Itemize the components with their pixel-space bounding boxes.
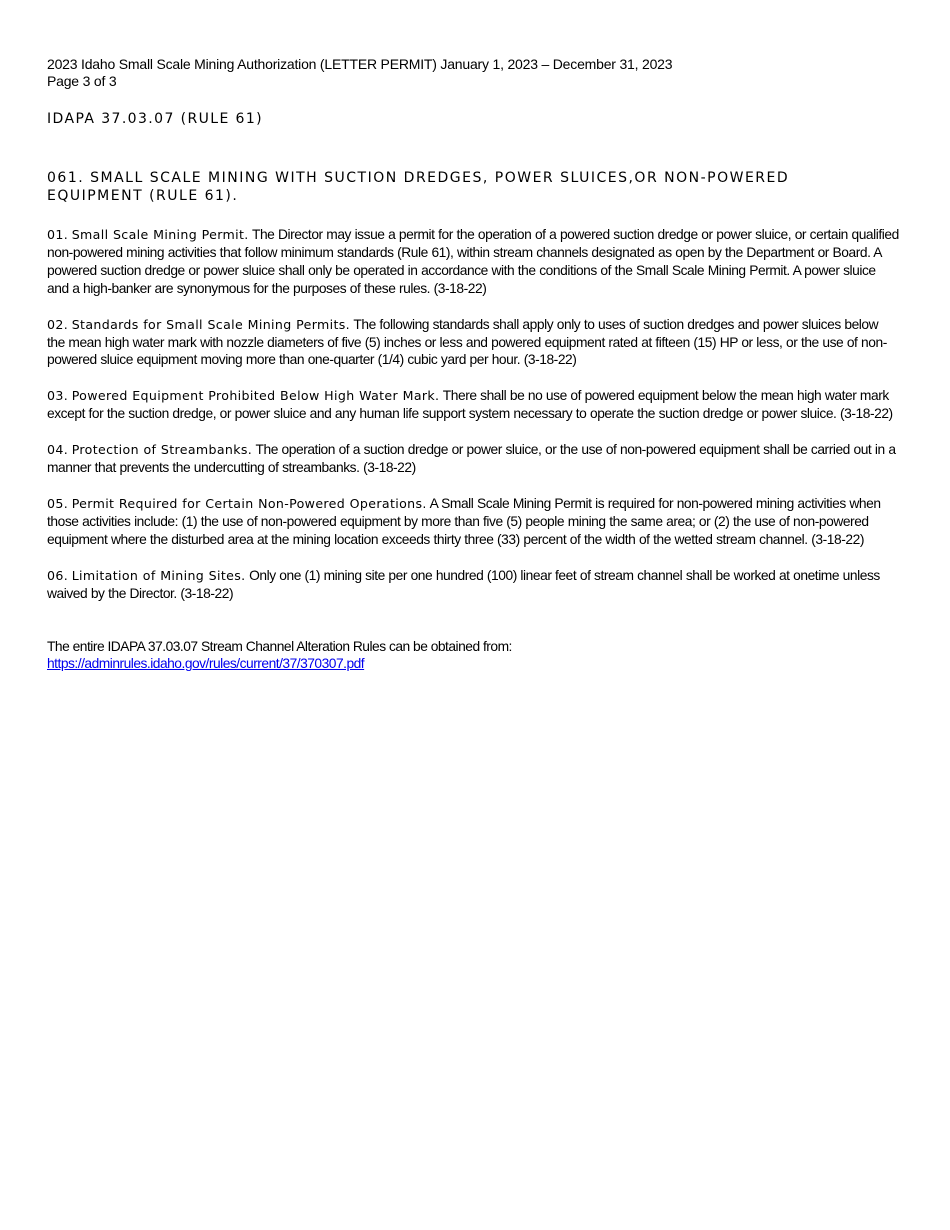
document-page <box>47 56 899 673</box>
rule-paragraph-06 <box>47 567 899 603</box>
rule-paragraph-04 <box>47 441 899 477</box>
paragraph-heading: Limitation of Mining Sites. <box>71 567 246 583</box>
paragraph-text: The Director may issue a permit for the operation of a powered suction dredge or power sluice, or certain qualified non-powered mining activities that follow minimum standards (Rule 61), within stream channels designated as open by the Department or Board. A powered suction dredge or power sluice shall only be operated in accordance with the conditions of the Small Scale Mining Permit. A power sluice and a high-banker are synonymous for the purposes of these rules. (3-18-22) <box>47 227 899 296</box>
paragraph-heading: Standards for Small Scale Mining Permits. <box>71 316 351 332</box>
section-title: 061. SMALL SCALE MINING WITH SUCTION DREDGES, POWER SLUICES,OR NON-POWERED EQUIPMENT (RULE 61). <box>47 170 790 204</box>
paragraph-number: 03. <box>47 388 69 404</box>
paragraph-heading: Small Scale Mining Permit. <box>71 227 249 242</box>
paragraph-number: 04. <box>47 442 69 458</box>
paragraph-heading: Protection of Streambanks. <box>71 442 253 458</box>
rule-reference: IDAPA 37.03.07 (RULE 61) <box>47 111 264 127</box>
page-number: Page 3 of 3 <box>47 73 117 89</box>
paragraph-text: There shall be no use of powered equipment below the mean high water mark except for the suction dredge, or power sluice and any human life support system necessary to operate the suction dredge or power sluice. (3-18-22) <box>47 388 893 422</box>
paragraph-number: 02. <box>47 316 69 332</box>
paragraph-text: A Small Scale Mining Permit is required for non-powered mining activities when those activities include: (1) the use of non-powered equipment by more than five (5) people mining the same area; or (2) the use of non-powered equipment where the disturbed area at the mining location exceeds thirty three (33) percent of the width of the wetted stream channel. (3-18-22) <box>47 495 881 547</box>
paragraph-number: 01. <box>47 227 69 242</box>
document-header-title: 2023 Idaho Small Scale Mining Authorization (LETTER PERMIT) January 1, 2023 – December 31, 2023 <box>47 56 673 72</box>
paragraph-heading: Powered Equipment Prohibited Below High Water Mark. <box>71 388 440 404</box>
paragraph-text: The operation of a suction dredge or power sluice, or the use of non-powered equipment shall be carried out in a manner that prevents the undercutting of streambanks. (3-18-22) <box>47 442 896 476</box>
paragraph-text: The following standards shall apply only to uses of suction dredges and power sluices below the mean high water mark with nozzle diameters of five (5) inches or less and powered equipment rated at fifteen (15) HP or less, or the use of non-powered sluice equipment moving more than one-quarter (1/4) cubic yard per hour. (3-18-22) <box>47 316 887 368</box>
rule-paragraph-03 <box>47 387 899 423</box>
paragraph-heading: Permit Required for Certain Non-Powered Operations. <box>71 495 427 511</box>
paragraph-number: 05. <box>47 495 69 511</box>
footer-text: The entire IDAPA 37.03.07 Stream Channel Alteration Rules can be obtained from: <box>47 638 512 654</box>
rule-paragraph-01 <box>47 226 899 298</box>
paragraph-number: 06. <box>47 567 69 583</box>
rules-link[interactable]: https://adminrules.idaho.gov/rules/current/37/370307.pdf <box>47 656 365 672</box>
paragraph-text: Only one (1) mining site per one hundred (100) linear feet of stream channel shall be worked at onetime unless waived by the Director. (3-18-22) <box>47 567 880 601</box>
footer <box>47 638 899 674</box>
rule-paragraph-02 <box>47 316 899 370</box>
rule-paragraph-05 <box>47 495 899 549</box>
